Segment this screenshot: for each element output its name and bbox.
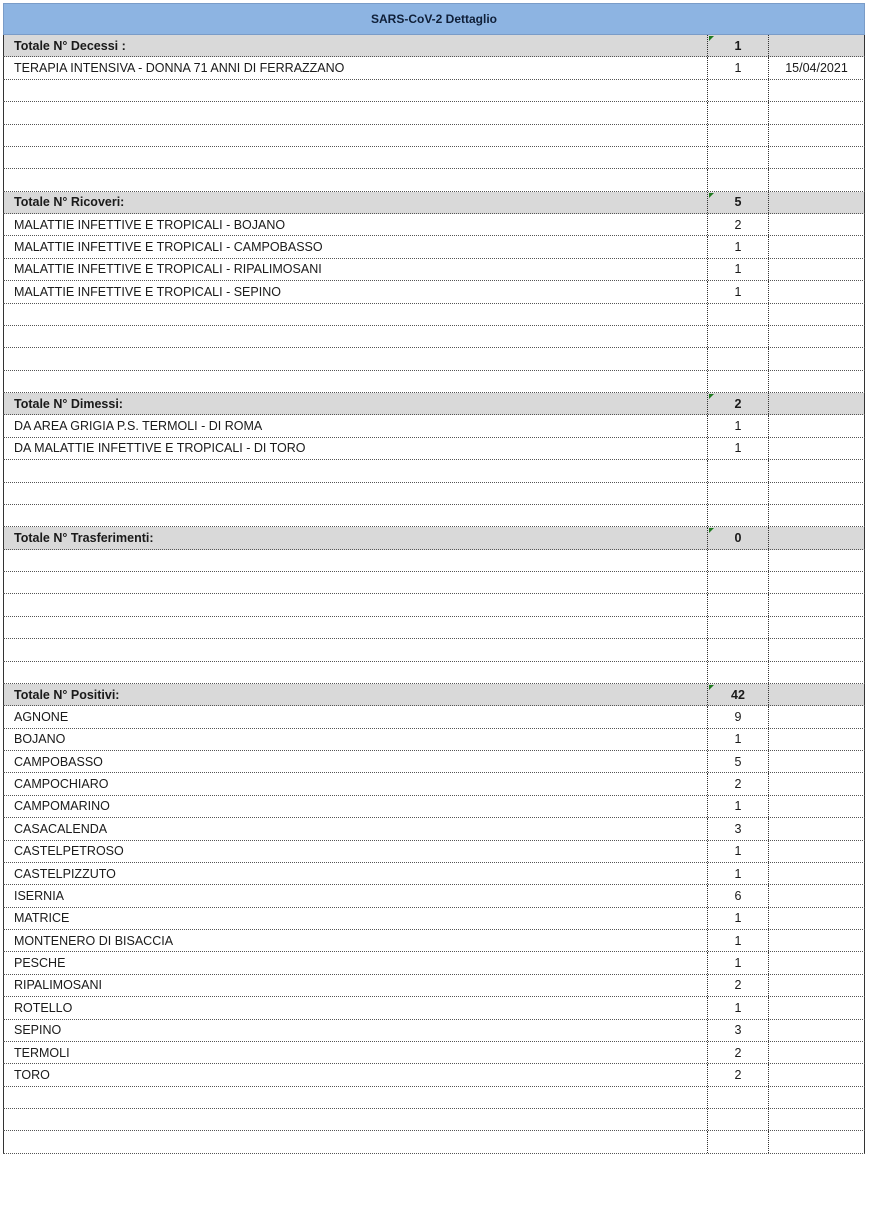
count-cell[interactable]: 42 bbox=[707, 684, 768, 705]
date-cell[interactable] bbox=[768, 818, 865, 839]
date-cell[interactable] bbox=[768, 751, 865, 772]
count-cell[interactable]: 5 bbox=[707, 192, 768, 213]
count-cell[interactable]: 3 bbox=[707, 1020, 768, 1041]
count-cell[interactable]: 1 bbox=[707, 415, 768, 436]
label-cell[interactable]: Totale N° Trasferimenti: bbox=[3, 527, 707, 548]
table-row bbox=[3, 214, 865, 236]
count-cell[interactable]: 2 bbox=[707, 1064, 768, 1085]
date-cell[interactable] bbox=[768, 125, 865, 146]
label-cell[interactable]: Totale N° Decessi : bbox=[3, 35, 707, 56]
empty-row bbox=[3, 505, 865, 527]
date-cell[interactable] bbox=[768, 80, 865, 101]
date-cell[interactable] bbox=[768, 773, 865, 794]
date-cell[interactable] bbox=[768, 952, 865, 973]
table-row bbox=[3, 975, 865, 997]
count-cell[interactable] bbox=[707, 1131, 768, 1152]
date-cell[interactable] bbox=[768, 1109, 865, 1130]
count-cell[interactable] bbox=[707, 460, 768, 481]
table-body bbox=[3, 35, 865, 1154]
table-row bbox=[3, 236, 865, 258]
section-header-row bbox=[3, 393, 865, 415]
count-cell[interactable] bbox=[707, 169, 768, 190]
table-row bbox=[3, 259, 865, 281]
count-cell[interactable]: 1 bbox=[707, 796, 768, 817]
date-cell[interactable] bbox=[768, 572, 865, 593]
date-cell[interactable] bbox=[768, 192, 865, 213]
table-row bbox=[3, 729, 865, 751]
label-cell[interactable] bbox=[3, 102, 707, 123]
label-cell[interactable]: CASACALENDA bbox=[3, 818, 707, 839]
label-cell[interactable]: PESCHE bbox=[3, 952, 707, 973]
label-cell[interactable]: Totale N° Dimessi: bbox=[3, 393, 707, 414]
date-cell[interactable] bbox=[768, 908, 865, 929]
label-cell[interactable]: TORO bbox=[3, 1064, 707, 1085]
date-cell[interactable] bbox=[768, 371, 865, 392]
label-cell[interactable]: SEPINO bbox=[3, 1020, 707, 1041]
date-cell[interactable] bbox=[768, 35, 865, 56]
sheet-title-text: SARS-CoV-2 Dettaglio bbox=[370, 12, 497, 26]
table-row bbox=[3, 863, 865, 885]
date-cell[interactable] bbox=[768, 863, 865, 884]
cell-comment-marker-icon bbox=[709, 193, 714, 198]
label-cell[interactable] bbox=[3, 348, 707, 369]
label-cell[interactable] bbox=[3, 1109, 707, 1130]
count-cell[interactable] bbox=[707, 550, 768, 571]
label-cell[interactable] bbox=[3, 639, 707, 660]
empty-row bbox=[3, 460, 865, 482]
count-cell[interactable] bbox=[707, 80, 768, 101]
date-cell[interactable] bbox=[768, 438, 865, 459]
label-cell[interactable]: TERMOLI bbox=[3, 1042, 707, 1063]
count-cell[interactable]: 9 bbox=[707, 706, 768, 727]
count-cell[interactable]: 1 bbox=[707, 908, 768, 929]
empty-row bbox=[3, 483, 865, 505]
date-cell[interactable] bbox=[768, 214, 865, 235]
label-cell[interactable] bbox=[3, 572, 707, 593]
table-row bbox=[3, 57, 865, 79]
empty-row bbox=[3, 550, 865, 572]
date-cell[interactable] bbox=[768, 594, 865, 615]
date-cell[interactable] bbox=[768, 169, 865, 190]
date-cell[interactable]: 15/04/2021 bbox=[768, 57, 865, 78]
date-cell[interactable] bbox=[768, 415, 865, 436]
date-cell[interactable] bbox=[768, 729, 865, 750]
label-cell[interactable] bbox=[3, 460, 707, 481]
date-cell[interactable] bbox=[768, 930, 865, 951]
count-cell[interactable] bbox=[707, 639, 768, 660]
table-row bbox=[3, 281, 865, 303]
date-cell[interactable] bbox=[768, 885, 865, 906]
count-cell[interactable] bbox=[707, 572, 768, 593]
label-cell[interactable]: RIPALIMOSANI bbox=[3, 975, 707, 996]
label-cell[interactable]: TERAPIA INTENSIVA - DONNA 71 ANNI DI FERRAZZANO bbox=[3, 57, 707, 78]
date-cell[interactable] bbox=[768, 684, 865, 705]
section-header-row bbox=[3, 35, 865, 57]
label-cell[interactable]: MALATTIE INFETTIVE E TROPICALI - BOJANO bbox=[3, 214, 707, 235]
table-row bbox=[3, 1064, 865, 1086]
table-row bbox=[3, 773, 865, 795]
count-cell[interactable]: 6 bbox=[707, 885, 768, 906]
label-cell[interactable]: CAMPOBASSO bbox=[3, 751, 707, 772]
label-cell[interactable]: BOJANO bbox=[3, 729, 707, 750]
date-cell[interactable] bbox=[768, 460, 865, 481]
count-cell[interactable]: 2 bbox=[707, 975, 768, 996]
label-cell[interactable] bbox=[3, 169, 707, 190]
label-cell[interactable] bbox=[3, 147, 707, 168]
label-cell[interactable]: AGNONE bbox=[3, 706, 707, 727]
label-cell[interactable]: MALATTIE INFETTIVE E TROPICALI - SEPINO bbox=[3, 281, 707, 302]
empty-row bbox=[3, 662, 865, 684]
empty-row bbox=[3, 102, 865, 124]
date-cell[interactable] bbox=[768, 1087, 865, 1108]
table-row bbox=[3, 908, 865, 930]
table-row bbox=[3, 930, 865, 952]
date-cell[interactable] bbox=[768, 236, 865, 257]
date-cell[interactable] bbox=[768, 796, 865, 817]
count-cell[interactable] bbox=[707, 617, 768, 638]
count-cell[interactable] bbox=[707, 594, 768, 615]
count-cell[interactable] bbox=[707, 505, 768, 526]
sheet-title bbox=[3, 3, 865, 35]
count-cell[interactable]: 1 bbox=[707, 841, 768, 862]
date-cell[interactable] bbox=[768, 617, 865, 638]
count-cell[interactable]: 2 bbox=[707, 214, 768, 235]
date-cell[interactable] bbox=[768, 1064, 865, 1085]
date-cell[interactable] bbox=[768, 147, 865, 168]
label-cell[interactable]: ROTELLO bbox=[3, 997, 707, 1018]
count-cell[interactable]: 1 bbox=[707, 729, 768, 750]
label-cell[interactable]: CASTELPIZZUTO bbox=[3, 863, 707, 884]
table-row bbox=[3, 1020, 865, 1042]
label-cell[interactable]: MALATTIE INFETTIVE E TROPICALI - CAMPOBASSO bbox=[3, 236, 707, 257]
count-cell[interactable]: 2 bbox=[707, 773, 768, 794]
label-cell[interactable] bbox=[3, 1131, 707, 1152]
label-cell[interactable]: CAMPOCHIARO bbox=[3, 773, 707, 794]
date-cell[interactable] bbox=[768, 550, 865, 571]
count-cell[interactable]: 2 bbox=[707, 1042, 768, 1063]
empty-row bbox=[3, 639, 865, 661]
count-cell[interactable]: 1 bbox=[707, 35, 768, 56]
empty-row bbox=[3, 1131, 865, 1153]
empty-row bbox=[3, 326, 865, 348]
empty-row bbox=[3, 147, 865, 169]
table-row bbox=[3, 1042, 865, 1064]
count-cell[interactable]: 1 bbox=[707, 259, 768, 280]
date-cell[interactable] bbox=[768, 975, 865, 996]
label-cell[interactable]: MONTENERO DI BISACCIA bbox=[3, 930, 707, 951]
count-cell[interactable] bbox=[707, 371, 768, 392]
empty-row bbox=[3, 617, 865, 639]
count-cell[interactable] bbox=[707, 102, 768, 123]
label-cell[interactable] bbox=[3, 594, 707, 615]
count-cell[interactable] bbox=[707, 326, 768, 347]
date-cell[interactable] bbox=[768, 281, 865, 302]
count-cell[interactable]: 1 bbox=[707, 997, 768, 1018]
empty-row bbox=[3, 572, 865, 594]
label-cell[interactable] bbox=[3, 371, 707, 392]
count-cell[interactable]: 1 bbox=[707, 863, 768, 884]
count-cell[interactable]: 1 bbox=[707, 281, 768, 302]
label-cell[interactable] bbox=[3, 1087, 707, 1108]
table-row bbox=[3, 796, 865, 818]
date-cell[interactable] bbox=[768, 102, 865, 123]
empty-row bbox=[3, 304, 865, 326]
label-cell[interactable]: CAMPOMARINO bbox=[3, 796, 707, 817]
date-cell[interactable] bbox=[768, 505, 865, 526]
count-cell[interactable]: 2 bbox=[707, 393, 768, 414]
table-row bbox=[3, 438, 865, 460]
label-cell[interactable]: Totale N° Ricoveri: bbox=[3, 192, 707, 213]
section-header-row bbox=[3, 527, 865, 549]
empty-row bbox=[3, 594, 865, 616]
count-cell[interactable]: 1 bbox=[707, 930, 768, 951]
table-row bbox=[3, 841, 865, 863]
cell-comment-marker-icon bbox=[709, 36, 714, 41]
table-row bbox=[3, 751, 865, 773]
count-cell[interactable]: 3 bbox=[707, 818, 768, 839]
date-cell[interactable] bbox=[768, 706, 865, 727]
empty-row bbox=[3, 80, 865, 102]
date-cell[interactable] bbox=[768, 326, 865, 347]
section-header-row bbox=[3, 684, 865, 706]
count-cell[interactable]: 1 bbox=[707, 952, 768, 973]
count-cell[interactable] bbox=[707, 304, 768, 325]
date-cell[interactable] bbox=[768, 348, 865, 369]
label-cell[interactable]: CASTELPETROSO bbox=[3, 841, 707, 862]
label-cell[interactable] bbox=[3, 505, 707, 526]
count-cell[interactable]: 5 bbox=[707, 751, 768, 772]
count-cell[interactable] bbox=[707, 483, 768, 504]
cell-comment-marker-icon bbox=[709, 528, 714, 533]
count-cell[interactable] bbox=[707, 1087, 768, 1108]
label-cell[interactable]: DA AREA GRIGIA P.S. TERMOLI - DI ROMA bbox=[3, 415, 707, 436]
empty-row bbox=[3, 371, 865, 393]
label-cell[interactable] bbox=[3, 80, 707, 101]
label-cell[interactable] bbox=[3, 550, 707, 571]
count-cell[interactable] bbox=[707, 125, 768, 146]
count-cell[interactable] bbox=[707, 1109, 768, 1130]
table-row bbox=[3, 952, 865, 974]
table-row bbox=[3, 885, 865, 907]
count-cell[interactable]: 1 bbox=[707, 438, 768, 459]
label-cell[interactable]: ISERNIA bbox=[3, 885, 707, 906]
count-cell[interactable] bbox=[707, 662, 768, 683]
count-cell[interactable] bbox=[707, 147, 768, 168]
date-cell[interactable] bbox=[768, 841, 865, 862]
table-row bbox=[3, 415, 865, 437]
label-cell[interactable]: MATRICE bbox=[3, 908, 707, 929]
table-row bbox=[3, 997, 865, 1019]
date-cell[interactable] bbox=[768, 1131, 865, 1152]
empty-row bbox=[3, 1109, 865, 1131]
date-cell[interactable] bbox=[768, 259, 865, 280]
date-cell[interactable] bbox=[768, 662, 865, 683]
date-cell[interactable] bbox=[768, 393, 865, 414]
date-cell[interactable] bbox=[768, 1020, 865, 1041]
label-cell[interactable] bbox=[3, 304, 707, 325]
label-cell[interactable]: Totale N° Positivi: bbox=[3, 684, 707, 705]
date-cell[interactable] bbox=[768, 483, 865, 504]
date-cell[interactable] bbox=[768, 527, 865, 548]
label-cell[interactable] bbox=[3, 483, 707, 504]
table-row bbox=[3, 706, 865, 728]
count-cell[interactable]: 1 bbox=[707, 57, 768, 78]
cell-comment-marker-icon bbox=[709, 394, 714, 399]
label-cell[interactable] bbox=[3, 326, 707, 347]
label-cell[interactable] bbox=[3, 617, 707, 638]
table-row bbox=[3, 818, 865, 840]
label-cell[interactable] bbox=[3, 662, 707, 683]
count-cell[interactable]: 0 bbox=[707, 527, 768, 548]
empty-row bbox=[3, 169, 865, 191]
empty-row bbox=[3, 348, 865, 370]
section-header-row bbox=[3, 192, 865, 214]
count-cell[interactable] bbox=[707, 348, 768, 369]
date-cell[interactable] bbox=[768, 304, 865, 325]
date-cell[interactable] bbox=[768, 1042, 865, 1063]
label-cell[interactable]: MALATTIE INFETTIVE E TROPICALI - RIPALIMOSANI bbox=[3, 259, 707, 280]
cell-comment-marker-icon bbox=[709, 685, 714, 690]
count-cell[interactable]: 1 bbox=[707, 236, 768, 257]
label-cell[interactable]: DA MALATTIE INFETTIVE E TROPICALI - DI TORO bbox=[3, 438, 707, 459]
empty-row bbox=[3, 125, 865, 147]
date-cell[interactable] bbox=[768, 639, 865, 660]
label-cell[interactable] bbox=[3, 125, 707, 146]
date-cell[interactable] bbox=[768, 997, 865, 1018]
empty-row bbox=[3, 1087, 865, 1109]
